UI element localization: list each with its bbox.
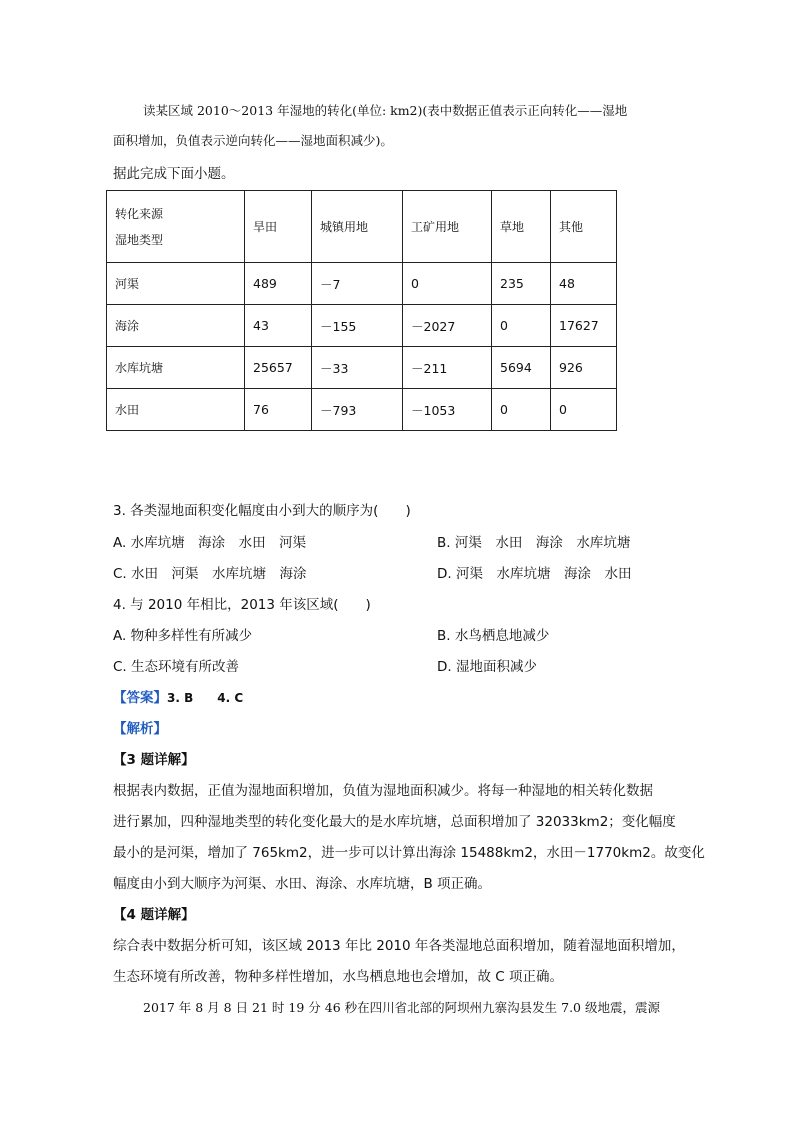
table-cell: －155 [312, 305, 403, 347]
table-row [107, 263, 617, 305]
detail-3-line-3: 最小的是河渠，增加了 765km2，进一步可以计算出海涂 15488km2，水田－1770km2。故变化 [113, 845, 705, 861]
question-3-option-c: C. 水田 河渠 水库坑塘 海涂 [113, 566, 307, 582]
detail-3-line-1: 根据表内数据，正值为湿地面积增加，负值为湿地面积减少。将每一种湿地的相关转化数据 [113, 783, 653, 799]
table-cell: 43 [245, 305, 312, 347]
table-cell: 0 [492, 305, 551, 347]
question-4-option-b: B. 水鸟栖息地减少 [437, 628, 550, 644]
question-4-option-d: D. 湿地面积减少 [437, 659, 537, 675]
table-cell: 0 [551, 389, 617, 431]
next-question-intro: 2017 年 8 月 8 日 21 时 19 分 46 秒在四川省北部的阿坝州九寨沟县发生 7.0 级地震，震源 [143, 1000, 660, 1015]
detail-4-line-1: 综合表中数据分析可知，该区域 2013 年比 2010 年各类湿地总面积增加，随着湿地面积增加， [113, 938, 685, 954]
table-cell: 0 [403, 263, 492, 305]
row-label: 水田 [107, 389, 245, 431]
column-header: 旱田 [245, 191, 312, 263]
answer-line [113, 688, 243, 708]
question-4-stem: 4. 与 2010 年相比，2013 年该区域( ) [113, 597, 371, 613]
intro-line-2: 面积增加，负值表示逆向转化——湿地面积减少)。 [113, 133, 393, 148]
table-cell: 76 [245, 389, 312, 431]
analysis-label: 【解析】 [113, 721, 167, 737]
table-cell: －793 [312, 389, 403, 431]
column-header: 城镇用地 [312, 191, 403, 263]
question-4-option-a: A. 物种多样性有所减少 [113, 628, 253, 644]
table-cell: －2027 [403, 305, 492, 347]
question-3-stem: 3. 各类湿地面积变化幅度由小到大的顺序为( ) [113, 503, 411, 519]
detail-3-title: 【3 题详解】 [113, 752, 195, 768]
header-source-label: 转化来源 [115, 206, 164, 221]
table-cell: －211 [403, 347, 492, 389]
table-header-row [107, 191, 617, 263]
table-cell: －33 [312, 347, 403, 389]
header-type-label: 湿地类型 [115, 232, 164, 247]
table-cell: 235 [492, 263, 551, 305]
question-4-option-c: C. 生态环境有所改善 [113, 659, 240, 675]
detail-3-line-4: 幅度由小到大顺序为河渠、水田、海涂、水库坑塘，B 项正确。 [113, 876, 492, 892]
detail-4-line-2: 生态环境有所改善，物种多样性增加，水鸟栖息地也会增加，故 C 项正确。 [113, 969, 564, 985]
table-cell: 0 [492, 389, 551, 431]
intro-instruction: 据此完成下面小题。 [113, 166, 235, 182]
column-header: 工矿用地 [403, 191, 492, 263]
row-label: 水库坑塘 [107, 347, 245, 389]
question-3-option-d: D. 河渠 水库坑塘 海涂 水田 [437, 566, 632, 582]
table-row [107, 305, 617, 347]
intro-line-1: 读某区域 2010～2013 年湿地的转化(单位: km2)(表中数据正值表示正向转化——湿地 [143, 103, 628, 118]
column-header: 草地 [492, 191, 551, 263]
table-row [107, 347, 617, 389]
table-cell: 48 [551, 263, 617, 305]
table-cell: －1053 [403, 389, 492, 431]
table-cell: 489 [245, 263, 312, 305]
wetland-conversion-table [106, 190, 617, 431]
row-label: 河渠 [107, 263, 245, 305]
table-cell: －7 [312, 263, 403, 305]
detail-3-line-2: 进行累加，四种湿地类型的转化变化最大的是水库坑塘，总面积增加了 32033km2；变化幅度 [113, 814, 676, 830]
table-cell: 17627 [551, 305, 617, 347]
column-header: 其他 [551, 191, 617, 263]
table-cell: 926 [551, 347, 617, 389]
table-cell: 5694 [492, 347, 551, 389]
table-row [107, 389, 617, 431]
question-3-option-a: A. 水库坑塘 海涂 水田 河渠 [113, 535, 307, 551]
row-label: 海涂 [107, 305, 245, 347]
answer-value: 3. B 4. C [167, 691, 244, 705]
answer-label: 【答案】 [113, 690, 167, 706]
table-cell: 25657 [245, 347, 312, 389]
question-3-option-b: B. 河渠 水田 海涂 水库坑塘 [437, 535, 631, 551]
detail-4-title: 【4 题详解】 [113, 907, 195, 923]
table-corner-header [107, 191, 245, 263]
